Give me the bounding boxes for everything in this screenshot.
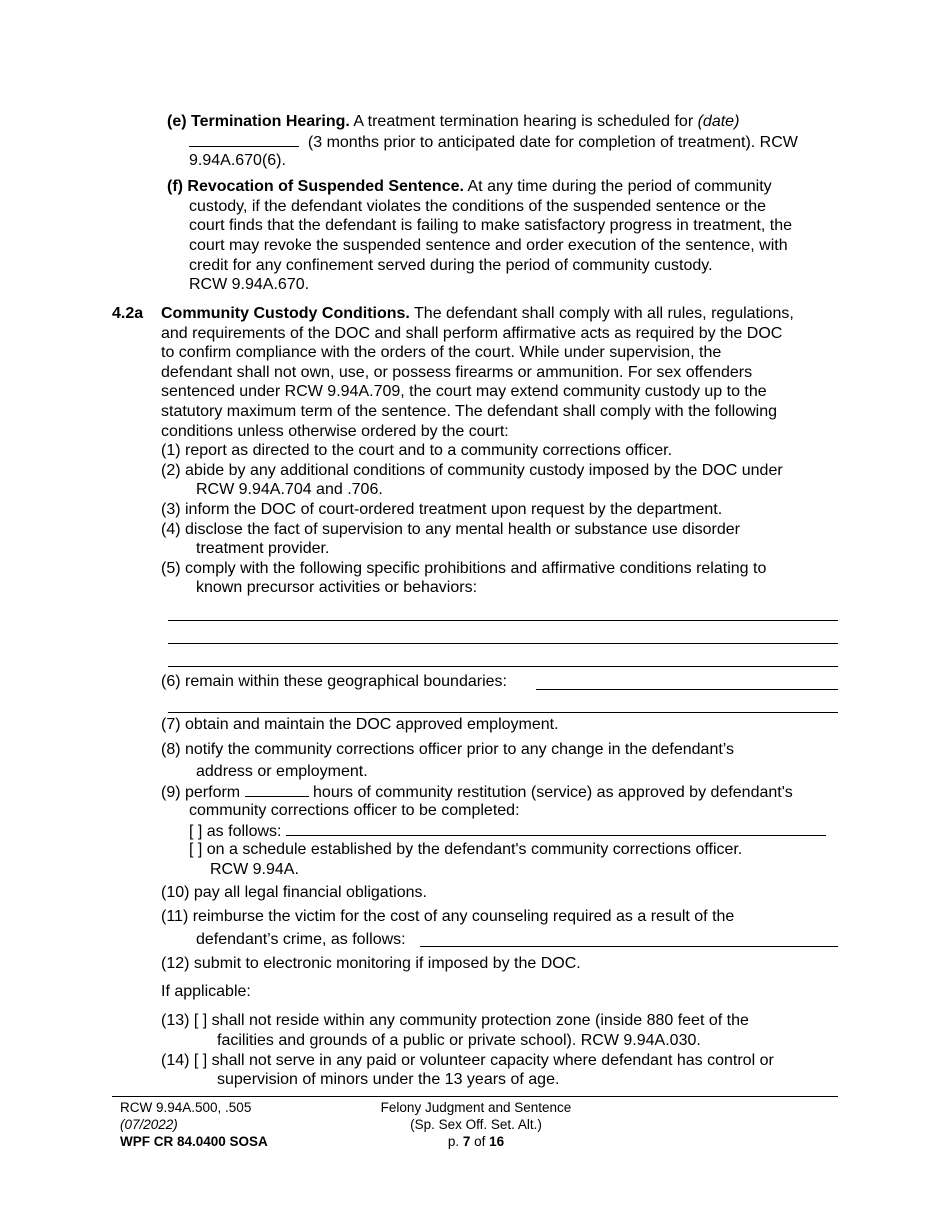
condition-13-cont: facilities and grounds of a public or private school). RCW 9.94A.030. [217, 1032, 701, 1049]
condition-4: (4) disclose the fact of supervision to any mental health or substance use disorder [161, 521, 740, 538]
condition-5-blank-line[interactable] [168, 666, 838, 667]
condition-6-blank-line[interactable] [168, 712, 838, 713]
condition-8-cont: address or employment. [196, 763, 368, 780]
community-custody-line1: Community Custody Conditions. The defendant shall comply with all rules, regulations, [161, 305, 794, 322]
community-custody-line6: statutory maximum term of the sentence. The defendant shall comply with the following [161, 403, 778, 420]
condition-7: (7) obtain and maintain the DOC approved employment. [161, 716, 559, 733]
revocation-line6: RCW 9.94A.670. [189, 276, 310, 293]
footer-rcw: RCW 9.94A.500, .505 [120, 1100, 252, 1115]
termination-hearing-rcw: 9.94A.670(6). [189, 152, 286, 169]
community-custody-line7: conditions unless otherwise ordered by the court: [161, 423, 509, 440]
footer-title: Felony Judgment and Sentence [380, 1100, 572, 1115]
condition-11-blank-line[interactable] [420, 946, 838, 947]
revocation-line5: credit for any confinement served during the period of community custody. [189, 257, 713, 274]
condition-9-cont: community corrections officer to be completed: [189, 802, 520, 819]
footer-divider [112, 1096, 838, 1097]
condition-2: (2) abide by any additional conditions of community custody imposed by the DOC under [161, 462, 783, 479]
community-custody-line3: to confirm compliance with the orders of the court. While under supervision, the [161, 344, 722, 361]
hours-blank[interactable] [245, 782, 309, 797]
termination-hearing-line1: (e) Termination Hearing. A treatment termination hearing is scheduled for (date) [167, 113, 740, 130]
footer-subtitle: (Sp. Sex Off. Set. Alt.) [410, 1117, 542, 1132]
condition-2-cont: RCW 9.94A.704 and .706. [196, 481, 383, 498]
community-custody-heading: Community Custody Conditions. [161, 305, 410, 322]
condition-8: (8) notify the community corrections officer prior to any change in the defendant’s [161, 741, 735, 758]
condition-9-option-as-follows: [ ] as follows: [189, 821, 826, 841]
condition-11: (11) reimburse the victim for the cost of any counseling required as a result of the [161, 908, 735, 925]
condition-5-cont: known precursor activities or behaviors: [196, 579, 478, 596]
termination-hearing-heading: (e) Termination Hearing. [167, 113, 350, 130]
revocation-line3: court finds that the defendant is failing to make satisfactory progress in treatment, the [189, 217, 792, 234]
condition-13: (13) [ ] shall not reside within any community protection zone (inside 880 feet of the [161, 1012, 749, 1029]
condition-14-cont: supervision of minors under the 13 years of age. [217, 1071, 560, 1088]
condition-5: (5) comply with the following specific prohibitions and affirmative conditions relating to [161, 560, 767, 577]
condition-12: (12) submit to electronic monitoring if imposed by the DOC. [161, 955, 581, 972]
condition-5-blank-line[interactable] [168, 643, 838, 644]
revocation-heading: (f) Revocation of Suspended Sentence. [167, 178, 464, 195]
community-custody-line4: defendant shall not own, use, or possess firearms or ammunition. For sex offenders [161, 364, 753, 381]
footer-form-number: WPF CR 84.0400 SOSA [120, 1134, 268, 1149]
as-follows-blank[interactable] [286, 821, 826, 836]
condition-9-rcw: RCW 9.94A. [210, 861, 299, 878]
condition-5-blank-line[interactable] [168, 620, 838, 621]
condition-9: (9) perform hours of community restitution (service) as approved by defendant's [161, 784, 793, 801]
condition-1: (1) report as directed to the court and to a community corrections officer. [161, 442, 673, 459]
condition-4-cont: treatment provider. [196, 540, 330, 557]
revocation-line2: custody, if the defendant violates the conditions of the suspended sentence or the [189, 198, 766, 215]
section-number: 4.2a [112, 305, 144, 322]
termination-hearing-line2: (3 months prior to anticipated date for completion of treatment). RCW [189, 132, 798, 152]
if-applicable-label: If applicable: [161, 983, 251, 1000]
termination-date-blank[interactable] [189, 132, 299, 147]
community-custody-line2: and requirements of the DOC and shall perform affirmative acts as required by the DOC [161, 325, 783, 342]
footer-date: (07/2022) [120, 1117, 178, 1132]
condition-14: (14) [ ] shall not serve in any paid or volunteer capacity where defendant has control or [161, 1052, 774, 1069]
revocation-line1: (f) Revocation of Suspended Sentence. At any time during the period of community [167, 178, 772, 195]
revocation-line4: court may revoke the suspended sentence and order execution of the sentence, with [189, 237, 788, 254]
condition-10: (10) pay all legal financial obligations. [161, 884, 427, 901]
condition-6-blank-line[interactable] [536, 689, 838, 690]
condition-6: (6) remain within these geographical boundaries: [161, 673, 507, 690]
community-custody-line5: sentenced under RCW 9.94A.709, the court may extend community custody up to the [161, 383, 767, 400]
page-number: p. 7 of 16 [447, 1134, 505, 1149]
condition-9-option-schedule: [ ] on a schedule established by the defendant's community corrections officer. [189, 841, 743, 858]
condition-3: (3) inform the DOC of court-ordered treatment upon request by the department. [161, 501, 723, 518]
condition-11-cont: defendant’s crime, as follows: [196, 931, 406, 948]
